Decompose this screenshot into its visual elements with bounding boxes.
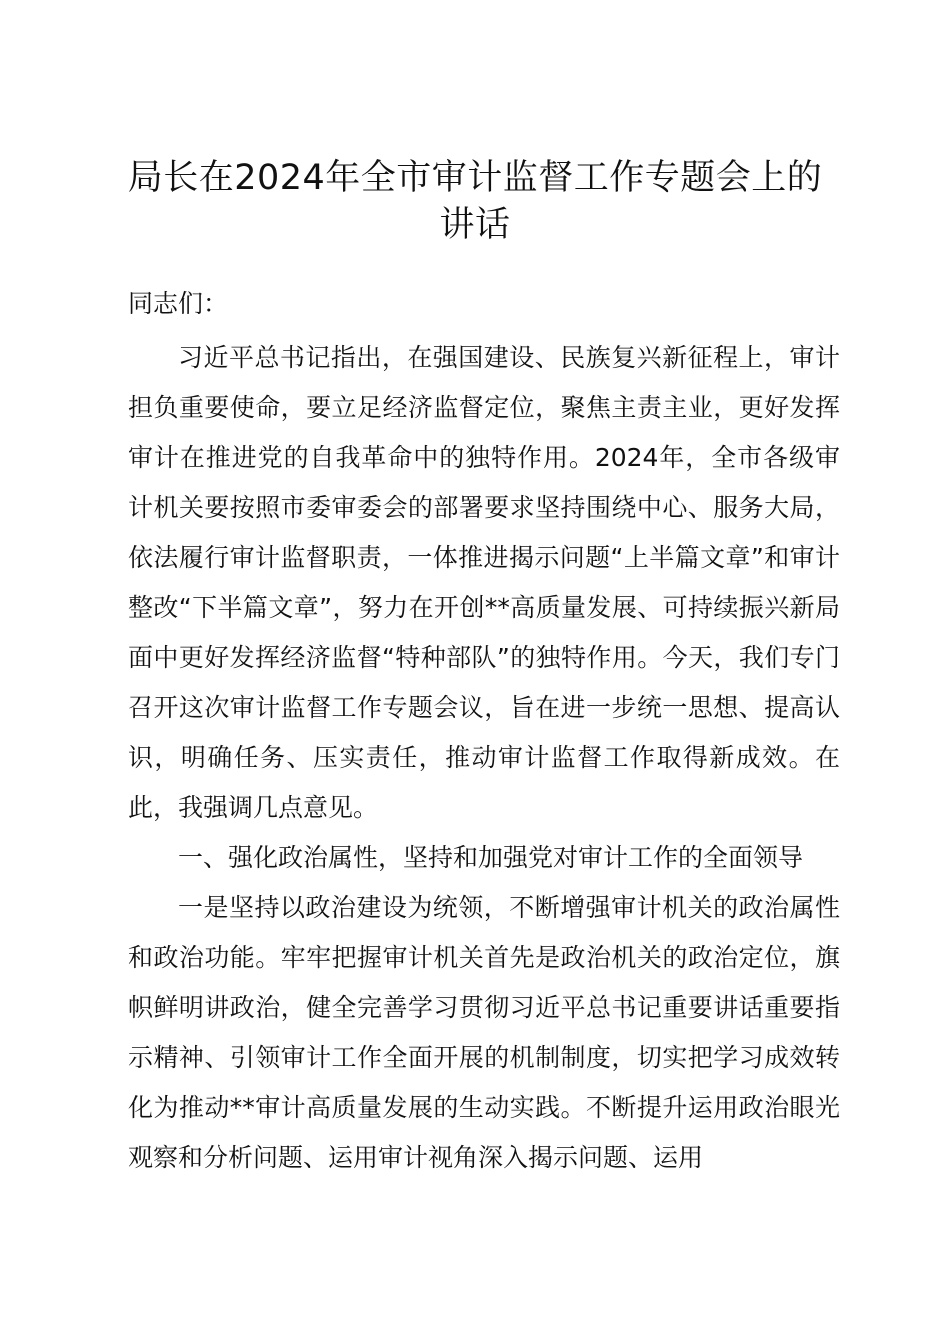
intro-paragraph: 习近平总书记指出，在强国建设、民族复兴新征程上，审计担负重要使命，要立足经济监督定位，聚焦主责主业，更好发挥审计在推进党的自我革命中的独特作用。2024年，全市各级审计机关要按照市委审委会的部署要求坚持围绕中心、服务大局，依法履行审计监督职责，一体推进揭示问题“上半篇文章”和审计整改“下半篇文章”，努力在开创**高质量发展、可持续振兴新局面中更好发挥经济监督“特种部队”的独特作用。今天，我们专门召开这次审计监督工作专题会议，旨在进一步统一思想、提高认识，明确任务、压实责任，推动审计监督工作取得新成效。在此，我强调几点意见。	[128, 343, 840, 822]
document-title	[100, 155, 850, 249]
title-line-1: 局长在2024年全市审计监督工作专题会上的	[127, 158, 823, 198]
section-1-paragraph: 一是坚持以政治建设为统领，不断增强审计机关的政治属性和政治功能。牢牢把握审计机关首先是政治机关的政治定位，旗帜鲜明讲政治，健全完善学习贯彻习近平总书记重要讲话重要指示精神、引领审计工作全面开展的机制制度，切实把学习成效转化为推动**审计高质量发展的生动实践。不断提升运用政治眼光观察和分析问题、运用审计视角深入揭示问题、运用	[128, 893, 840, 1172]
document-body	[128, 333, 840, 1183]
title-line-2: 讲话	[439, 205, 511, 245]
section-heading-1: 一、强化政治属性，坚持和加强党对审计工作的全面领导	[178, 843, 804, 872]
greeting: 同志们：	[128, 289, 229, 318]
